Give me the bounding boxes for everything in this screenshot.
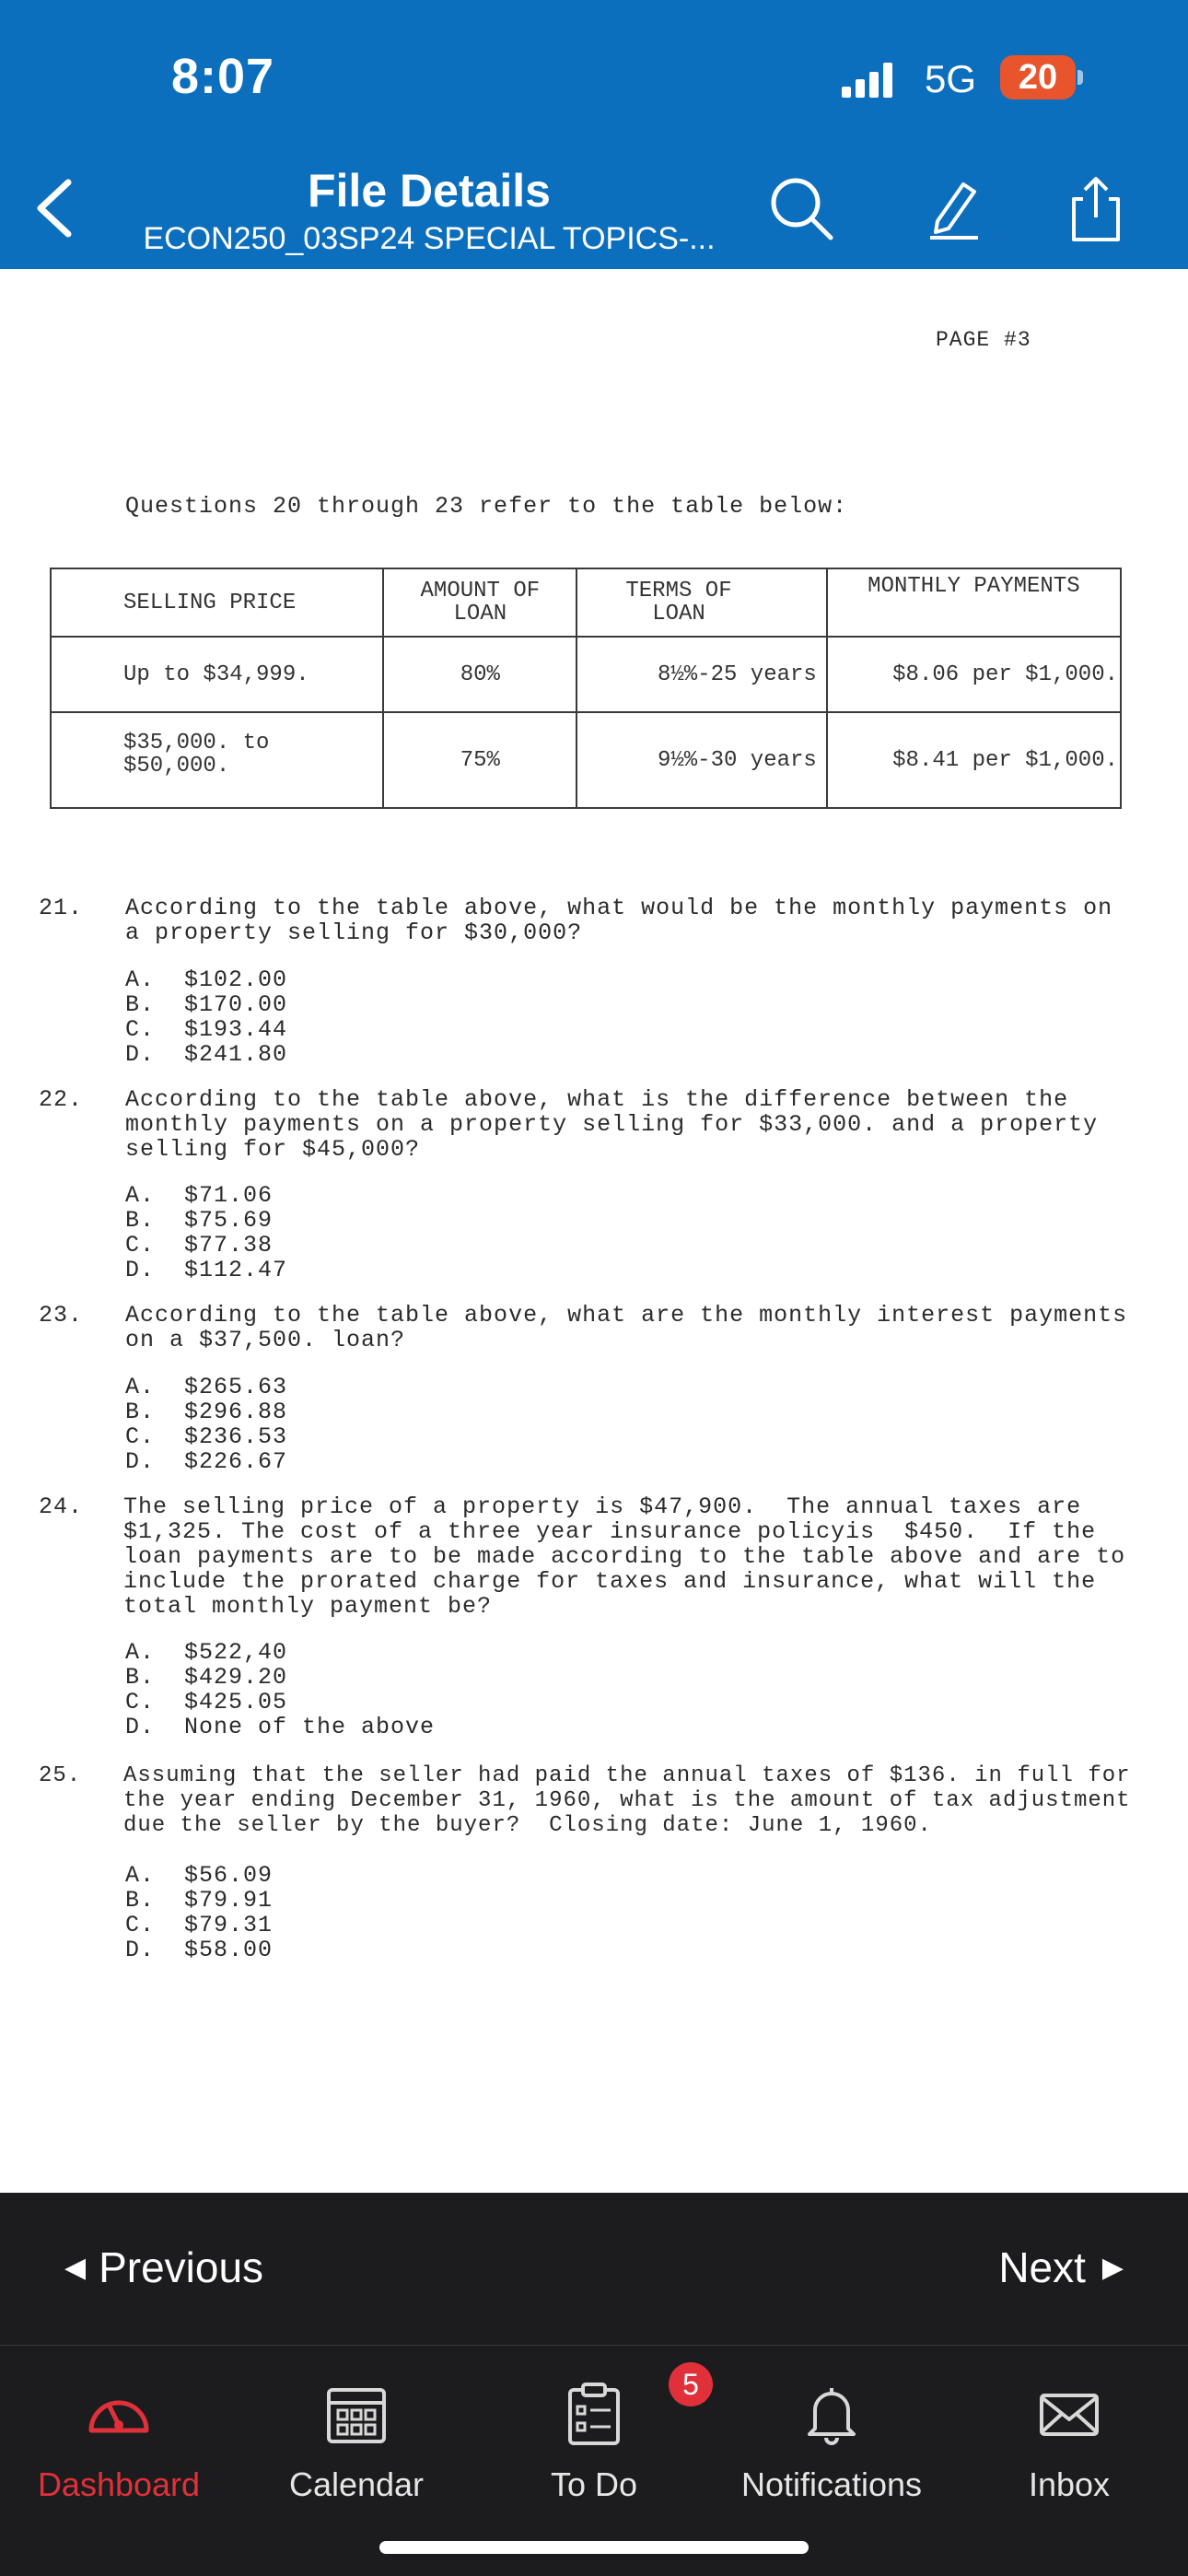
answer-option: C. $425.05 (125, 1689, 288, 1715)
todo-count-badge: 5 (669, 2362, 713, 2406)
answer-option: B. $79.91 (125, 1887, 274, 1914)
next-button[interactable] (998, 2242, 1124, 2292)
table-cell: 80% (383, 637, 577, 712)
question-number: 21. (39, 895, 84, 921)
page-label: PAGE #3 (936, 328, 1031, 352)
tab-notifications[interactable] (713, 2364, 950, 2502)
status-time: 8:07 (171, 49, 275, 104)
battery-tip (1077, 70, 1083, 85)
answer-option: A. $265.63 (125, 1374, 288, 1400)
table-cell: 9½%-30 years (577, 712, 827, 808)
chevron-left-icon (28, 175, 83, 241)
answer-option: A. $71.06 (125, 1182, 274, 1209)
table-cell: Up to $34,999. (51, 637, 383, 712)
question-text: The selling price of a property is $47,900. The annual taxes are $1,325. The cost of a three year insurance policyis $450. If the loan payments are to be made according to the table above and are to include the prorated charge for taxes and insurance, what will the total monthly payment be? (123, 1493, 1126, 1620)
calendar-icon (320, 2377, 393, 2451)
answer-option: D. $241.80 (125, 1041, 288, 1068)
header-cell: MONTHLY PAYMENTS (827, 568, 1121, 637)
previous-button[interactable] (64, 2242, 263, 2292)
question-text: According to the table above, what is the difference between the monthly payments on a property selling for $33,000. and a property selling for $45,000? (125, 1086, 1099, 1163)
answer-option: D. $58.00 (125, 1937, 274, 1963)
question-number: 23. (39, 1302, 84, 1329)
answer-option: A. $522,40 (125, 1639, 288, 1666)
tab-dashboard[interactable] (0, 2364, 238, 2502)
home-indicator[interactable] (379, 2541, 809, 2554)
battery-icon: 20 (1000, 55, 1076, 100)
mail-icon (1032, 2377, 1106, 2451)
intro-text: Questions 20 through 23 refer to the table below: (125, 493, 848, 520)
question-number: 24. (39, 1493, 84, 1520)
answer-option: C. $236.53 (125, 1423, 288, 1450)
app-header (0, 0, 1188, 269)
tab-label: Inbox (1028, 2465, 1111, 2503)
tab-label: To Do (550, 2465, 638, 2503)
answer-option: C. $79.31 (125, 1912, 274, 1938)
share-button[interactable] (1059, 171, 1133, 245)
pager-bar (0, 2193, 1188, 2346)
search-button[interactable] (764, 171, 838, 245)
answer-option: A. $102.00 (125, 966, 288, 993)
signal-icon (842, 63, 893, 98)
answer-option: B. $75.69 (125, 1207, 274, 1234)
tab-label: Calendar (288, 2465, 425, 2503)
answer-option: C. $193.44 (125, 1016, 288, 1043)
answer-option: B. $429.20 (125, 1664, 288, 1691)
tab-calendar[interactable] (238, 2364, 475, 2502)
loan-table (50, 568, 1122, 809)
search-icon (764, 171, 838, 245)
table-cell: $8.06 per $1,000. (827, 637, 1121, 712)
table-header-row (51, 568, 1121, 637)
document-page[interactable] (0, 269, 1188, 2193)
tab-inbox[interactable] (950, 2364, 1188, 2502)
answer-option: D. None of the above (125, 1714, 436, 1740)
next-label: Next (998, 2243, 1086, 2291)
share-icon (1059, 171, 1133, 245)
bell-icon (795, 2377, 868, 2451)
page-title: File Details (308, 165, 551, 217)
answer-option: D. $112.47 (125, 1257, 288, 1283)
file-name: ECON250_03SP24 SPECIAL TOPICS-... (143, 221, 716, 256)
network-type: 5G (925, 57, 977, 100)
question-number: 25. (39, 1763, 82, 1788)
todo-icon (557, 2377, 631, 2451)
caret-left-icon: ◀ (64, 2253, 87, 2283)
dashboard-gauge-icon (82, 2377, 156, 2451)
question-text: According to the table above, what would be the monthly payments on a property selling for $30,000? (125, 895, 1113, 946)
table-row (51, 637, 1121, 712)
header-cell: TERMS OF LOAN (577, 568, 827, 637)
answer-option: A. $56.09 (125, 1862, 274, 1889)
header-cell: SELLING PRICE (51, 568, 383, 637)
answer-option: C. $77.38 (125, 1232, 274, 1259)
tab-todo[interactable] (475, 2364, 713, 2502)
annotate-pen-icon (917, 171, 991, 245)
annotate-button[interactable] (917, 171, 991, 245)
table-row (51, 712, 1121, 808)
question-text: According to the table above, what are the monthly interest payments on a $37,500. loan? (125, 1302, 1128, 1353)
back-button[interactable] (28, 175, 83, 241)
table-cell: $35,000. to $50,000. (51, 712, 383, 808)
tab-label: Dashboard (37, 2465, 201, 2503)
question-text: Assuming that the seller had paid the annual taxes of $136. in full for the year ending December 31, 1960, what is the amount of tax adjustment due the seller by the buyer? Closing date: June 1, 1960. (123, 1763, 1131, 1838)
table-cell: $8.41 per $1,000. (827, 712, 1121, 808)
previous-label: Previous (99, 2243, 264, 2291)
tab-label: Notifications (740, 2465, 923, 2503)
table-cell: 75% (383, 712, 577, 808)
answer-option: B. $170.00 (125, 991, 288, 1018)
header-cell: AMOUNT OF LOAN (383, 568, 577, 637)
answer-option: D. $226.67 (125, 1448, 288, 1475)
caret-right-icon: ▶ (1101, 2253, 1124, 2283)
answer-option: B. $296.88 (125, 1399, 288, 1425)
table-cell: 8½%-25 years (577, 637, 827, 712)
question-number: 22. (39, 1086, 84, 1113)
